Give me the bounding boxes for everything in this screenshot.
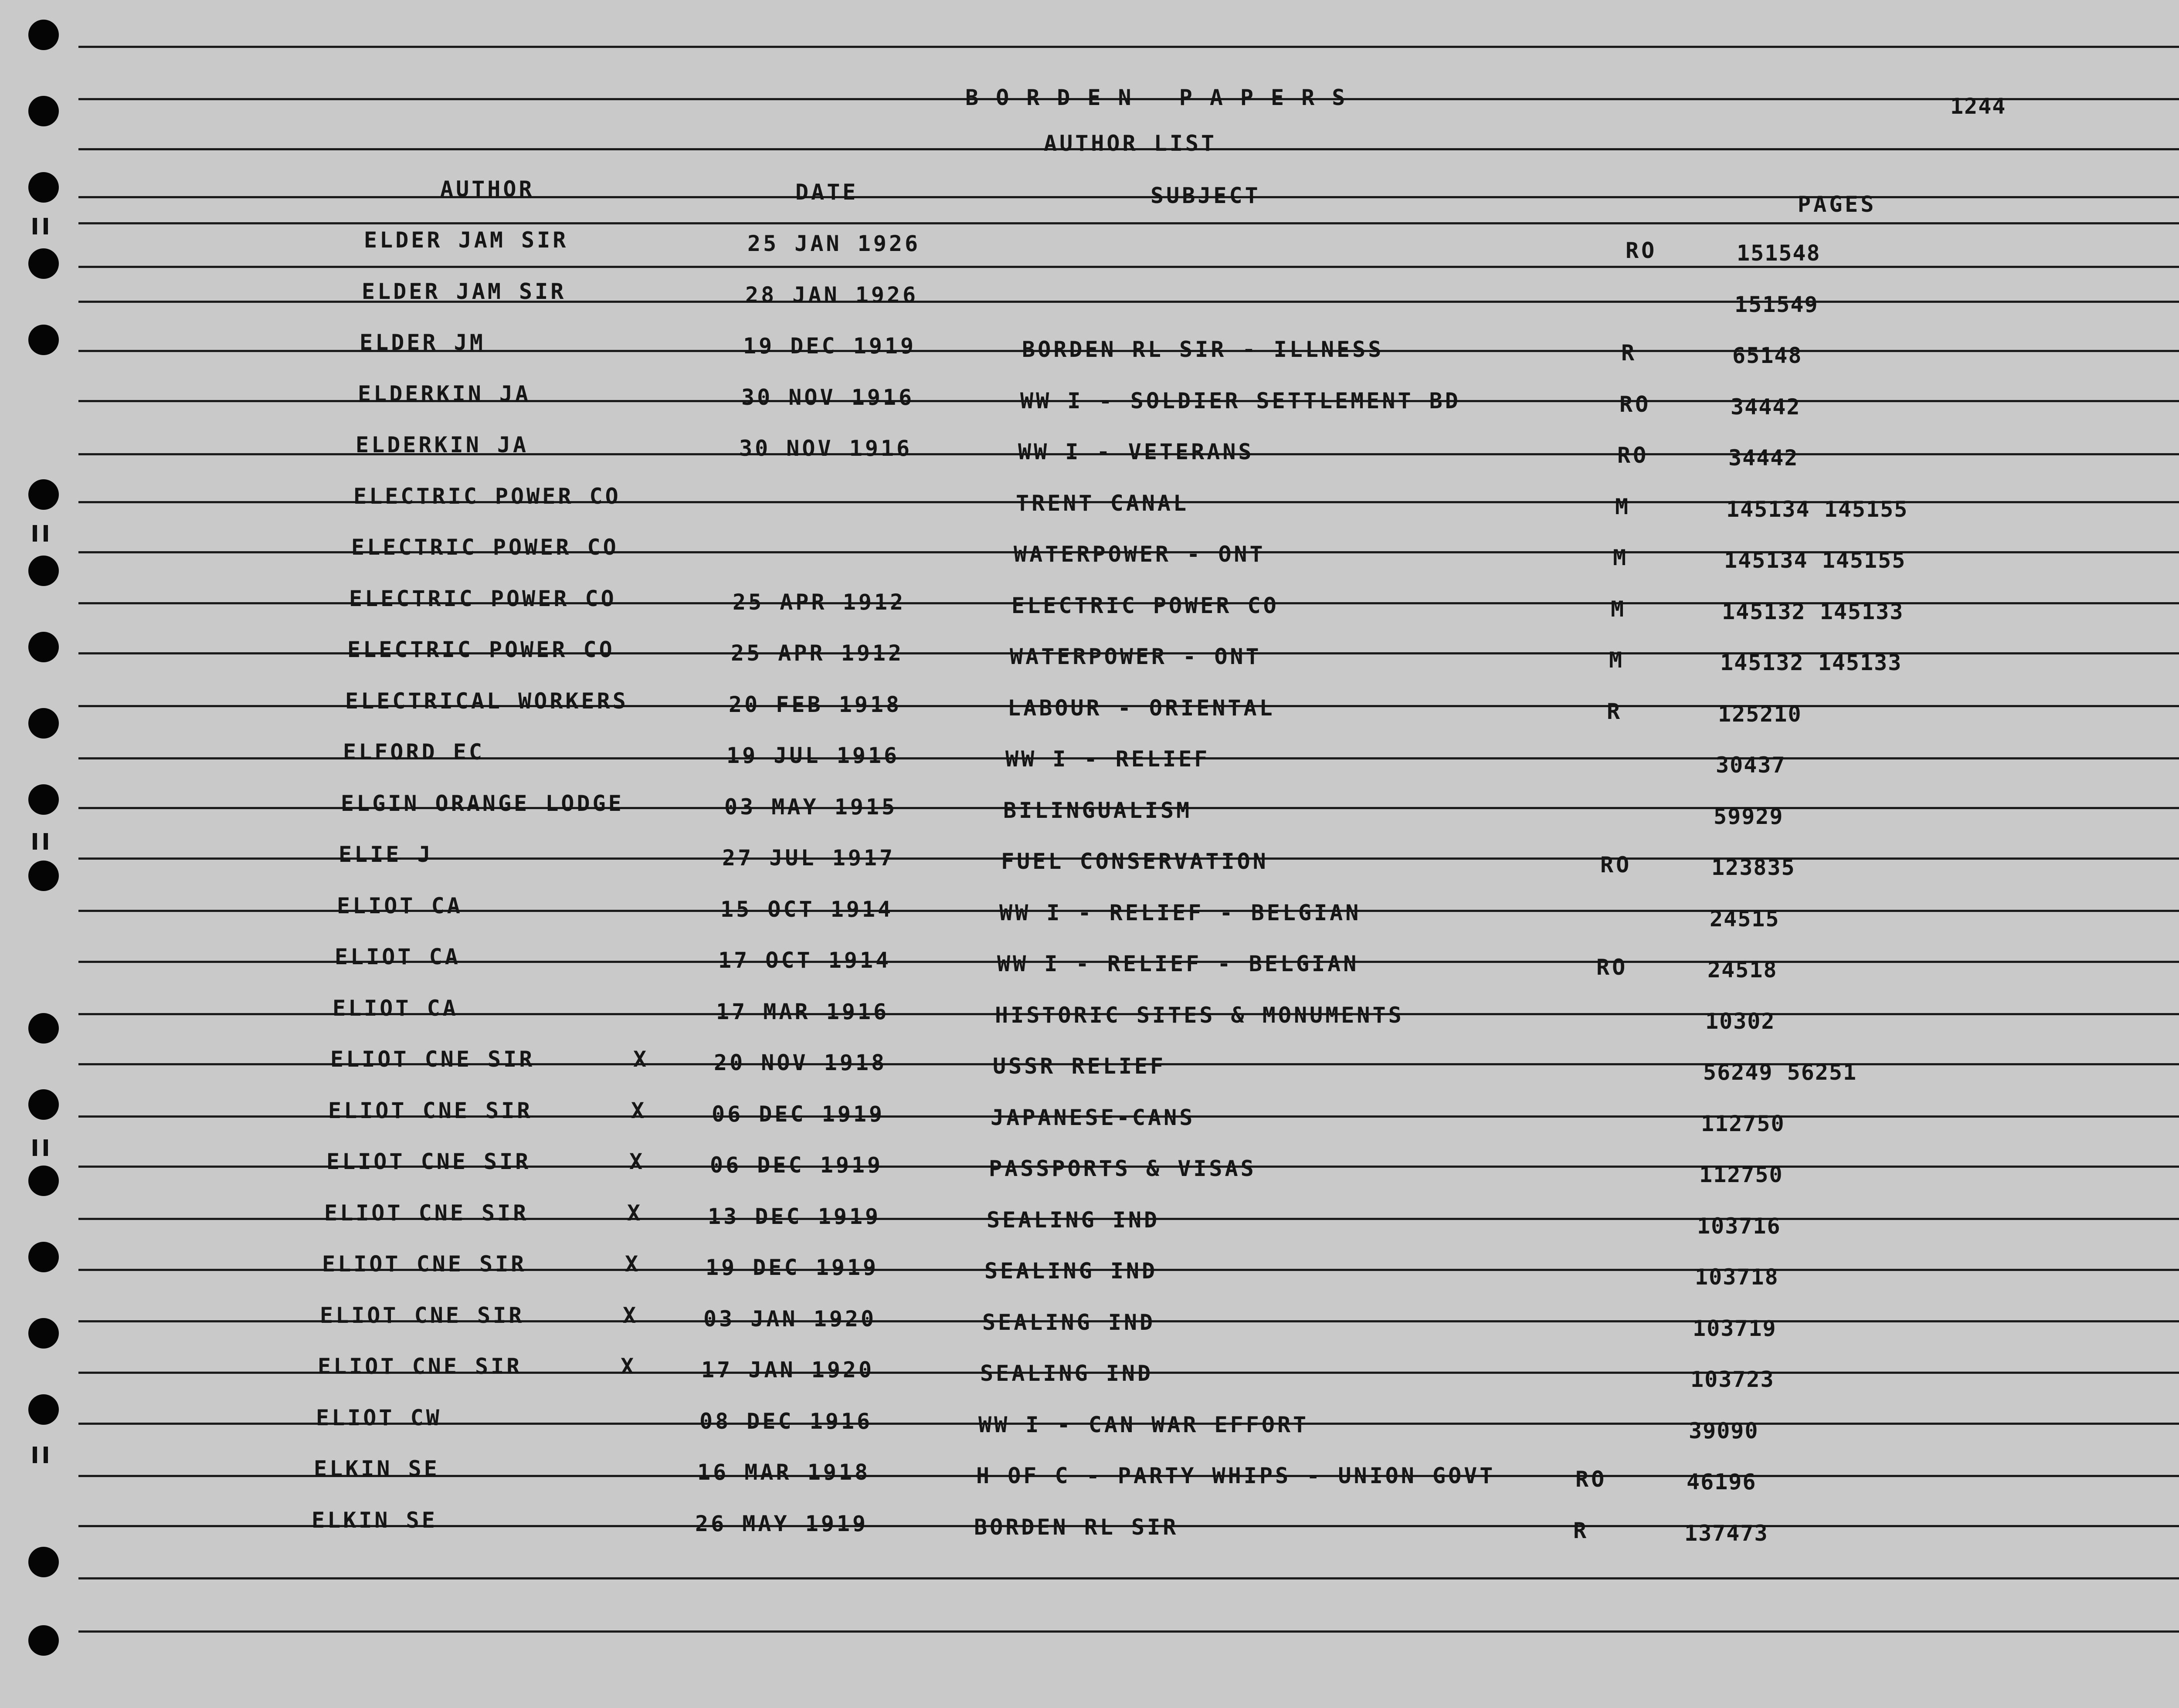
pages-cell: 34442: [1728, 445, 1799, 471]
subject-cell: BORDEN RL SIR: [974, 1515, 1179, 1540]
report-subtitle: AUTHOR LIST: [1044, 131, 1217, 156]
date-cell: 30 NOV 1916: [741, 385, 915, 410]
date-cell: 06 DEC 1919: [712, 1101, 885, 1127]
perforation-mark: [44, 218, 48, 234]
subject-cell: WW I - RELIEF: [1005, 746, 1210, 772]
date-cell: 16 MAR 1918: [697, 1460, 871, 1485]
author-cell: ELKIN SE: [314, 1456, 440, 1481]
date-cell: 03 MAY 1915: [724, 794, 898, 820]
code-cell: R: [1621, 340, 1637, 366]
pages-cell: 39090: [1689, 1418, 1759, 1444]
date-cell: 25 JAN 1926: [747, 231, 921, 256]
code-cell: M: [1609, 647, 1625, 673]
code-cell: M: [1615, 494, 1631, 519]
feed-hole: [28, 172, 59, 203]
column-header-author: AUTHOR: [440, 176, 535, 202]
author-cell: ELECTRICAL WORKERS: [345, 688, 628, 714]
perforation-mark: [33, 1139, 37, 1156]
date-cell: 27 JUL 1917: [722, 845, 896, 871]
perforation-mark: [44, 1447, 48, 1463]
column-header-date: DATE: [795, 180, 859, 205]
code-cell: R: [1607, 699, 1623, 724]
pages-cell: 151548: [1737, 241, 1821, 266]
code-cell: M: [1613, 545, 1629, 570]
feed-hole: [28, 1166, 59, 1196]
subject-cell: SEALING IND: [980, 1361, 1154, 1386]
subject-cell: BORDEN RL SIR - ILLNESS: [1022, 337, 1384, 362]
flag-cell: X: [631, 1098, 647, 1123]
subject-cell: USSR RELIEF: [993, 1054, 1166, 1079]
author-cell: ELECTRIC POWER CO: [347, 637, 615, 662]
author-cell: ELECTRIC POWER CO: [351, 535, 619, 560]
feed-hole: [28, 784, 59, 815]
pages-cell: 151549: [1734, 292, 1819, 317]
author-cell: ELIOT CNE SIR: [324, 1200, 529, 1226]
date-cell: 15 OCT 1914: [720, 897, 894, 922]
flag-cell: X: [629, 1149, 645, 1174]
ruled-line: [78, 222, 2179, 224]
subject-cell: WW I - CAN WAR EFFORT: [978, 1412, 1309, 1437]
author-cell: ELIOT CNE SIR: [322, 1251, 527, 1277]
author-cell: ELIOT CNE SIR: [318, 1354, 523, 1379]
code-cell: M: [1611, 596, 1627, 622]
perforation-mark: [33, 1447, 37, 1463]
pages-cell: 56249 56251: [1703, 1060, 1857, 1085]
ruled-line: [78, 266, 2179, 268]
date-cell: 26 MAY 1919: [695, 1511, 869, 1536]
perforation-mark: [33, 833, 37, 850]
subject-cell: FUEL CONSERVATION: [1001, 849, 1269, 874]
flag-cell: X: [621, 1354, 637, 1379]
pages-cell: 103718: [1695, 1264, 1779, 1290]
date-cell: 20 FEB 1918: [729, 692, 902, 717]
pages-cell: 112750: [1701, 1111, 1785, 1136]
pages-cell: 145132 145133: [1720, 650, 1902, 675]
pages-cell: 123835: [1711, 855, 1795, 880]
author-cell: ELIOT CNE SIR: [330, 1047, 535, 1072]
pages-cell: 24515: [1710, 906, 1780, 932]
author-cell: ELIOT CNE SIR: [320, 1303, 525, 1328]
flag-cell: X: [623, 1303, 639, 1328]
date-cell: 30 NOV 1916: [739, 436, 913, 461]
date-cell: 17 OCT 1914: [718, 948, 892, 973]
code-cell: RO: [1617, 443, 1649, 468]
author-cell: ELGIN ORANGE LODGE: [341, 791, 624, 816]
feed-hole: [28, 479, 59, 510]
pages-cell: 46196: [1687, 1469, 1757, 1494]
date-cell: 25 APR 1912: [733, 590, 906, 615]
author-cell: ELDER JM: [360, 330, 485, 355]
subject-cell: SEALING IND: [982, 1310, 1156, 1335]
date-cell: 08 DEC 1916: [699, 1409, 873, 1434]
perforation-mark: [33, 218, 37, 234]
pages-cell: 103723: [1690, 1367, 1775, 1392]
feed-hole: [28, 20, 59, 50]
feed-hole: [28, 861, 59, 891]
code-cell: RO: [1596, 955, 1628, 980]
code-cell: RO: [1619, 392, 1651, 417]
subject-cell: SEALING IND: [987, 1207, 1160, 1233]
subject-cell: LABOUR - ORIENTAL: [1008, 695, 1275, 721]
feed-hole: [28, 1242, 59, 1272]
code-cell: RO: [1600, 852, 1632, 878]
feed-hole: [28, 96, 59, 126]
author-cell: ELDER JAM SIR: [362, 279, 567, 304]
author-cell: ELDERKIN JA: [356, 432, 529, 458]
page-number: 1244: [1950, 94, 2006, 119]
pages-cell: 65148: [1732, 343, 1802, 368]
date-cell: 19 JUL 1916: [726, 743, 900, 768]
subject-cell: WW I - VETERANS: [1018, 439, 1254, 464]
feed-hole: [28, 1013, 59, 1044]
feed-hole: [28, 1625, 59, 1656]
feed-hole: [28, 325, 59, 355]
subject-cell: PASSPORTS & VISAS: [989, 1156, 1256, 1181]
ruled-line: [78, 1577, 2179, 1579]
pages-cell: 103716: [1697, 1213, 1781, 1239]
date-cell: 13 DEC 1919: [708, 1204, 881, 1229]
subject-cell: WATERPOWER - ONT: [1010, 644, 1262, 669]
pages-cell: 145132 145133: [1722, 599, 1904, 624]
pages-cell: 34442: [1731, 394, 1801, 420]
ruled-line: [78, 1630, 2179, 1633]
pages-cell: 103719: [1693, 1316, 1777, 1341]
author-cell: ELECTRIC POWER CO: [349, 586, 617, 611]
column-header-subject: SUBJECT: [1151, 183, 1261, 208]
date-cell: 17 JAN 1920: [701, 1357, 875, 1383]
date-cell: 03 JAN 1920: [703, 1306, 877, 1332]
pages-cell: 59929: [1714, 804, 1784, 829]
feed-hole: [28, 708, 59, 739]
date-cell: 20 NOV 1918: [714, 1050, 887, 1075]
author-cell: ELIOT CW: [316, 1405, 442, 1430]
date-cell: 06 DEC 1919: [710, 1152, 883, 1178]
author-cell: ELFORD EC: [343, 739, 485, 765]
author-cell: ELDERKIN JA: [358, 381, 531, 407]
feed-hole: [28, 1089, 59, 1120]
subject-cell: HISTORIC SITES & MONUMENTS: [995, 1003, 1404, 1028]
pages-cell: 30437: [1716, 752, 1786, 778]
author-cell: ELIOT CA: [337, 893, 463, 918]
author-cell: ELIOT CNE SIR: [326, 1149, 531, 1174]
perforation-mark: [33, 525, 37, 542]
pages-cell: 10302: [1705, 1009, 1775, 1034]
feed-hole: [28, 248, 59, 279]
author-cell: ELDER JAM SIR: [364, 227, 569, 253]
feed-hole: [28, 632, 59, 662]
pages-cell: 145134 145155: [1724, 548, 1906, 573]
pages-cell: 24518: [1707, 957, 1778, 983]
pages-cell: 112750: [1699, 1162, 1783, 1187]
date-cell: 25 APR 1912: [731, 640, 904, 666]
pages-cell: 137473: [1684, 1521, 1768, 1546]
date-cell: 19 DEC 1919: [743, 333, 916, 359]
date-cell: 17 MAR 1916: [716, 999, 889, 1024]
feed-hole: [28, 1547, 59, 1577]
flag-cell: X: [625, 1251, 641, 1277]
flag-cell: X: [627, 1200, 643, 1226]
author-cell: ELIE J: [339, 842, 433, 867]
pages-cell: 145134 145155: [1726, 497, 1908, 522]
code-cell: RO: [1575, 1467, 1607, 1492]
subject-cell: BILINGUALISM: [1003, 798, 1192, 823]
author-cell: ELIOT CA: [335, 944, 461, 969]
date-cell: 28 JAN 1926: [745, 282, 919, 308]
author-cell: ELECTRIC POWER CO: [353, 484, 621, 509]
subject-cell: JAPANESE-CANS: [991, 1105, 1195, 1130]
subject-cell: ELECTRIC POWER CO: [1011, 593, 1279, 618]
subject-cell: WW I - RELIEF - BELGIAN: [997, 951, 1359, 976]
subject-cell: WATERPOWER - ONT: [1014, 542, 1266, 567]
feed-hole: [28, 556, 59, 586]
ruled-line: [78, 46, 2179, 48]
author-cell: ELIOT CA: [333, 996, 458, 1021]
flag-cell: X: [633, 1047, 649, 1072]
subject-cell: SEALING IND: [984, 1258, 1158, 1284]
subject-cell: WW I - RELIEF - BELGIAN: [999, 900, 1361, 925]
report-title: BORDEN PAPERS: [965, 85, 1363, 110]
author-cell: ELKIN SE: [312, 1508, 438, 1533]
perforation-mark: [44, 833, 48, 850]
code-cell: R: [1573, 1518, 1589, 1543]
author-cell: ELIOT CNE SIR: [328, 1098, 533, 1123]
pages-cell: 125210: [1718, 702, 1802, 727]
perforation-mark: [44, 1139, 48, 1156]
subject-cell: TRENT CANAL: [1016, 491, 1189, 516]
code-cell: RO: [1626, 238, 1657, 263]
date-cell: 19 DEC 1919: [706, 1255, 879, 1280]
column-header-pages: PAGES: [1798, 192, 1877, 217]
feed-hole: [28, 1394, 59, 1425]
subject-cell: H OF C - PARTY WHIPS - UNION GOVT: [976, 1463, 1496, 1488]
subject-cell: WW I - SOLDIER SETTLEMENT BD: [1020, 388, 1461, 413]
perforation-mark: [44, 525, 48, 542]
feed-hole: [28, 1318, 59, 1349]
